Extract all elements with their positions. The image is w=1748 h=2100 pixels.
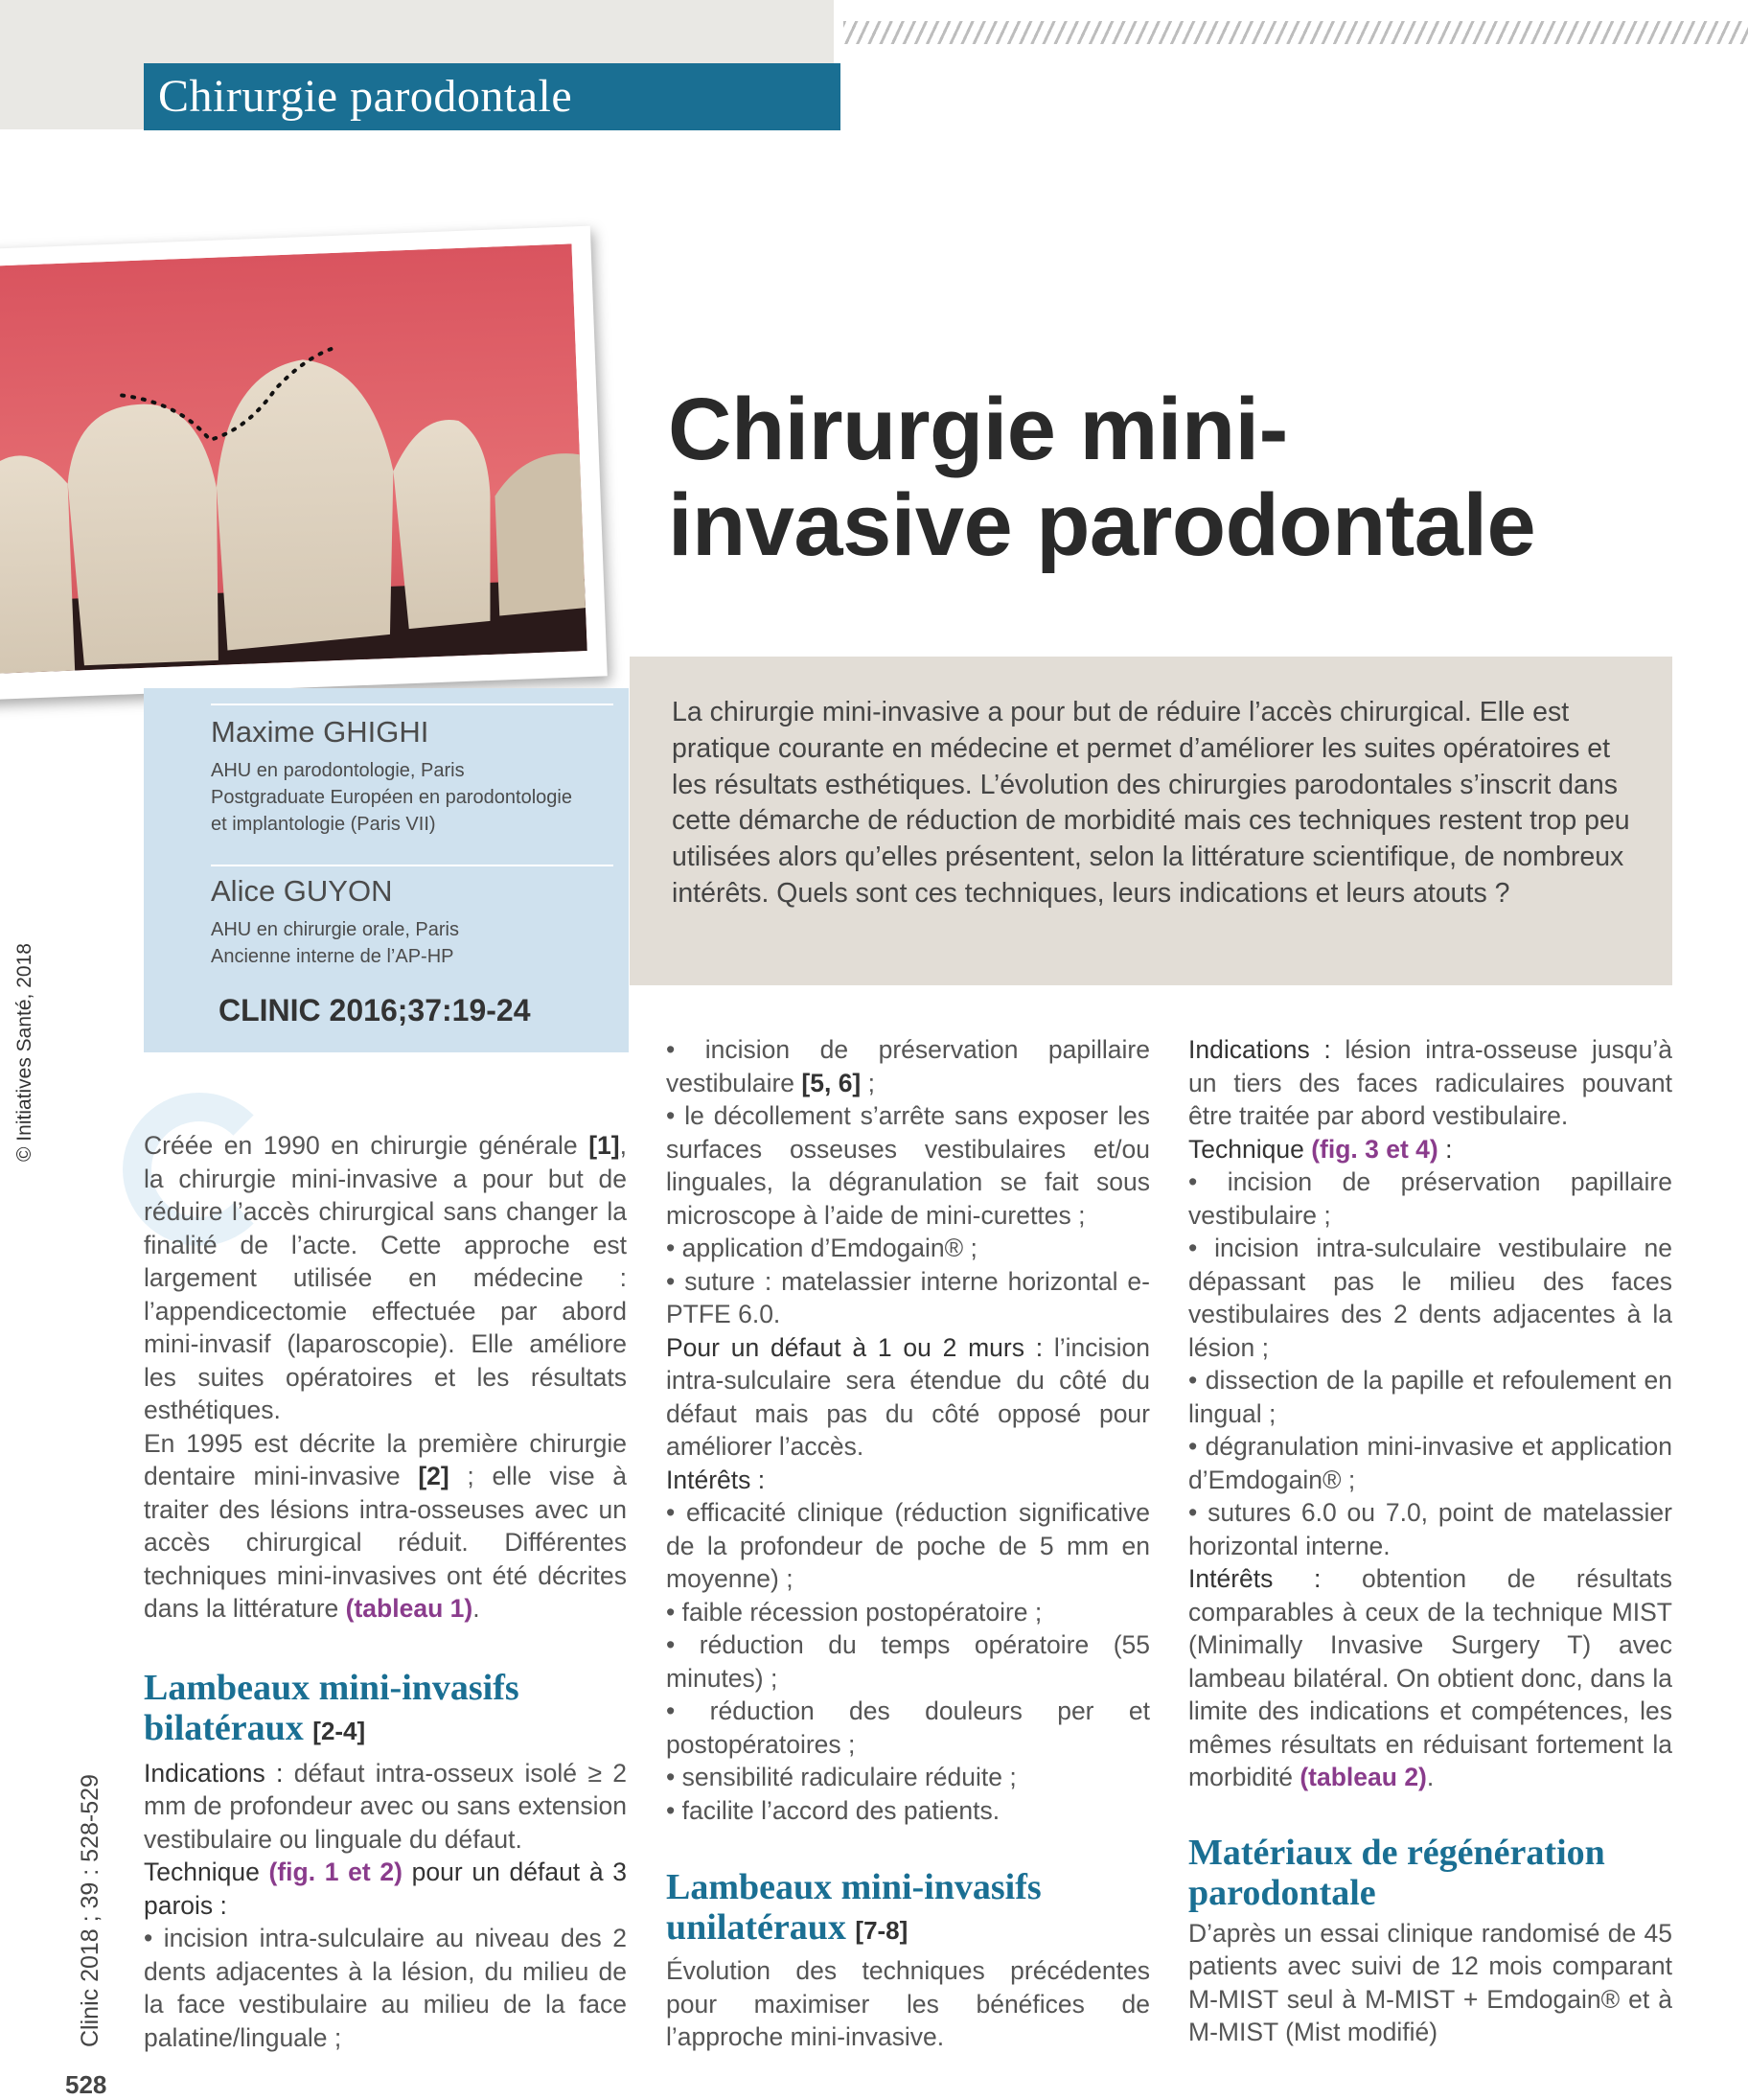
table-reference: (tableau 2) [1300,1763,1427,1791]
text: , la chirurgie mini-invasive a pour but de réduire l’accès chirurgical sans changer la finalité de l’acte. Cette approche est largement utilisée en médecine : l’appendicectomie effectuée par abord mini-invasif (laparoscopie). Elle améliore les suites opératoires et les résultats esthétiques. [144,1131,627,1424]
text: : [1438,1134,1453,1164]
bullet-item: • incision intra-sulculaire vestibulaire ne dépassant pas le milieu des faces vestibulaires des 2 dents adjacentes à la lésion ; [1188,1234,1672,1362]
paragraph [1188,1133,1672,1166]
text: ; elle vise à traiter des lésions intra-osseuses avec un accès chirurgical réduit. Différentes techniques mini-invasives ont été décrites dans la littérature [144,1462,627,1623]
bullet-item: • dissection de la papille et refoulement en lingual ; [1188,1366,1672,1428]
authors-box [144,688,629,1052]
bullet-item: • le décollement s’arrête sans exposer les surfaces osseuses vestibulaires et/ou linguales, la dégranulation se fait sous microscope à l’aide de mini-curettes ; [666,1101,1150,1230]
author-name: Maxime GHIGHI [211,715,429,749]
paragraph [144,1427,627,1626]
teeth-photo-illustration [0,243,587,673]
bullet-item: • dégranulation mini-invasive et application d’Emdogain® ; [1188,1432,1672,1494]
affiliation-line: Ancienne interne de l’AP-HP [211,946,454,967]
author-affiliation [211,757,632,838]
section-rubric: Chirurgie parodontale [144,63,840,130]
heading-references: [7-8] [855,1916,908,1945]
reference: [1] [588,1131,620,1160]
label: Technique [144,1858,269,1886]
abstract-box [630,657,1672,985]
table-reference: (tableau 1) [345,1594,473,1623]
text: défaut intra-osseux isolé ≥ 2 mm de profondeur avec ou sans extension vestibulaire ou linguale du défaut. [144,1758,627,1854]
text: lésion intra-osseuse jusqu’à un tiers des faces radiculaires pouvant être traitée par abord vestibulaire. [1188,1035,1672,1130]
label: Indications : [1188,1035,1331,1064]
bullet-item: • sensibilité radiculaire réduite ; [666,1763,1017,1791]
column-3 [1188,1033,1672,2049]
text: Créée en 1990 en chirurgie générale [144,1131,589,1160]
citation: CLINIC 2016;37:19-24 [218,993,531,1027]
column-2 [666,1033,1150,2054]
copyright-notice: © Initiatives Santé, 2018 [13,943,35,1162]
bullet-item: • suture : matelassier interne horizontal e-PTFE 6.0. [666,1266,1150,1328]
paragraph: Évolution des techniques précédentes pour maximiser les bénéfices de l’approche mini-invasive. [666,1956,1150,2051]
page-number: 528 [65,2070,107,2099]
abstract-text: La chirurgie mini-invasive a pour but de réduire l’accès chirurgical. Elle est pratique courante en médecine et permet d’améliorer les suites opératoires et les résultats esthétiques. L’évolution des chirurgies parodontales s’inscrit dans cette démarche de réduction de morbidité mais ces techniques restent trop peu utilisées alors qu’elles présentent, selon la littérature scientifique, de nombreux intérêts. Quels sont ces techniques, leurs indications et leurs atouts ? [672,697,1630,909]
label: Indications : [144,1758,284,1788]
author-name: Alice GUYON [211,874,393,908]
paragraph [1188,1033,1672,1133]
label: Intérêts : [666,1465,766,1494]
bullet-item: • faible récession postopératoire ; [666,1597,1043,1627]
paragraph: D’après un essai clinique randomisé de 45 patients avec suivi de 12 mois comparant M-MIST seul à M-MIST + Emdogain® et à M-MIST (Mist modifié) [1188,1918,1672,2046]
text: ; [861,1068,875,1097]
affiliation-line: AHU en parodontologie, Paris [211,760,465,781]
author-affiliation [211,916,632,970]
paragraph [144,1129,627,1427]
figure-reference: (fig. 3 et 4) [1311,1134,1438,1164]
heading-text: Lambeaux mini-invasifs unilatéraux [666,1867,1042,1948]
paragraph [144,1757,627,1857]
divider [211,704,613,705]
title-line-1: Chirurgie mini- [668,381,1288,478]
bullet-item: • application d’Emdogain® ; [666,1234,978,1262]
text: obtention de résultats comparables à ceux de la technique MIST (Minimally Invasive Surgery T) avec lambeau bilatéral. On obtient donc, dans la limite des indications et compétences, les mêmes résultats en réduisant fortement la morbidité [1188,1564,1672,1791]
header-hatch-decoration [843,21,1748,44]
bullet-item: • réduction des douleurs per et postopératoires ; [666,1696,1150,1759]
column-1 [144,1129,627,2054]
bullet-item: • incision intra-sulculaire au niveau des 2 dents adjacentes à la lésion, du milieu de la face vestibulaire au milieu de la face palatine/linguale ; [144,1924,627,2052]
bullet-item [666,1033,1150,1099]
title-line-2: invasive parodontale [668,476,1536,574]
reference: [5, 6] [801,1068,862,1097]
bullet-item: • réduction du temps opératoire (55 minutes) ; [666,1630,1150,1693]
paragraph [666,1331,1150,1464]
affiliation-line: et implantologie (Paris VII) [211,814,436,835]
section-heading [666,1867,1150,1950]
label: Pour un défaut à 1 ou 2 murs : [666,1332,1044,1362]
text: . [472,1594,480,1623]
bullet-item: • efficacité clinique (réduction significative de la profondeur de poche de 5 mm en moyenne) ; [666,1498,1150,1593]
text: l’incision intra-sulculaire sera étendue du côté du défaut mais pas du côté opposé pour améliorer l’accès. [666,1332,1150,1461]
text: . [1426,1763,1435,1791]
text: pour un défaut à 3 parois : [144,1858,627,1920]
label: Technique [1188,1134,1312,1164]
reference: [2] [418,1462,449,1490]
figure-reference: (fig. 1 et 2) [268,1858,402,1886]
section-heading [144,1668,627,1751]
bullet-item: • facilite l’accord des patients. [666,1795,1000,1825]
clinical-photo [0,226,608,701]
affiliation-line: AHU en chirurgie orale, Paris [211,919,459,940]
divider [211,865,613,866]
paragraph [144,1856,627,1922]
text: En 1995 est décrite la première chirurgie dentaire mini-invasive [144,1428,627,1490]
affiliation-line: Postgraduate Européen en parodontologie [211,787,572,808]
section-heading: Matériaux de régénération parodontale [1188,1832,1605,1913]
paragraph [1188,1562,1672,1794]
journal-reference: Clinic 2018 ; 39 : 528-529 [77,1774,104,2047]
text: • incision de préservation papillaire vestibulaire [666,1035,1150,1097]
bullet-item: • sutures 6.0 ou 7.0, point de matelassier horizontal interne. [1188,1498,1672,1560]
heading-references: [2-4] [312,1716,366,1745]
article-title [668,381,1722,573]
bullet-item: • incision de préservation papillaire vestibulaire ; [1188,1167,1672,1230]
label: Intérêts : [1188,1564,1322,1593]
heading-text: Lambeaux mini-invasifs bilatéraux [144,1667,519,1748]
